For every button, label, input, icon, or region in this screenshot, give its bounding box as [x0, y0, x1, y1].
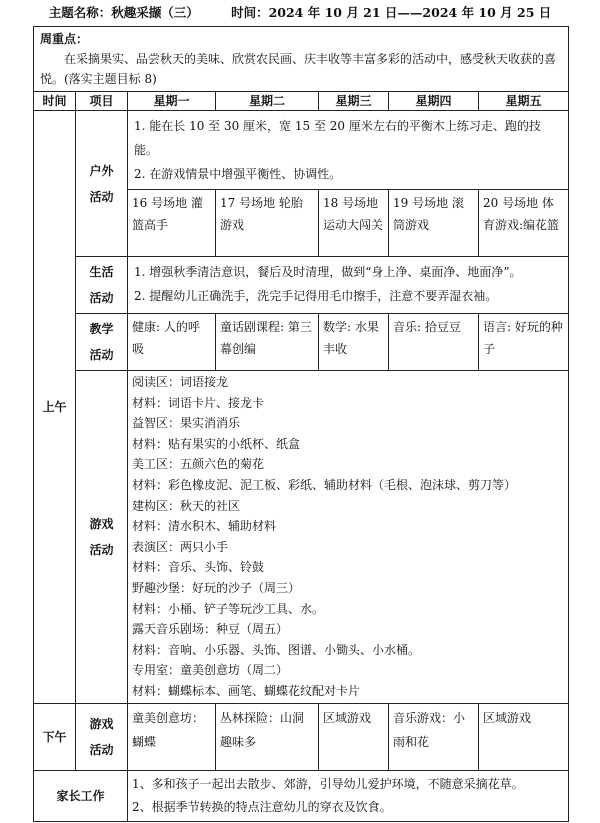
outdoor-wednesday: 18 号场地 运动大闯关	[319, 190, 389, 257]
parents-line-1: 1、多和孩子一起出去散步、郊游，引导幼儿爱护环境，不随意采摘花草。	[132, 776, 524, 791]
games-line-2: 材料：词语卡片、接龙卡	[132, 395, 265, 410]
column-header-row	[34, 92, 569, 111]
games-line-14: 材料：音响、小乐器、头饰、图谱、小锄头、小水桶。	[132, 642, 421, 657]
parents-label: 家长工作	[56, 788, 105, 803]
outdoor-label-cell	[76, 111, 128, 257]
games-label-1: 游戏	[89, 516, 114, 531]
life-row	[34, 257, 569, 314]
afternoon-tuesday: 丛林探险：山洞趣味多	[216, 703, 319, 770]
outdoor-label-2: 活动	[89, 189, 114, 204]
outdoor-friday: 20 号场地 体育游戏:编花篮	[479, 190, 569, 257]
focus-cell	[34, 27, 569, 92]
parents-cell	[128, 770, 569, 821]
focus-row	[34, 27, 569, 92]
life-line-1: 1. 增强秋季清洁意识，餐后及时清理，做到“身上净、桌面净、地面净”。	[134, 265, 522, 279]
games-line-8: 材料：清水积木、辅助材料	[132, 519, 277, 534]
col-header-item: 项目	[76, 92, 128, 111]
col-header-wednesday: 星期三	[319, 92, 389, 111]
col-header-friday: 星期五	[479, 92, 569, 111]
games-line-15: 专用室：童美创意坊（周二）	[132, 663, 289, 678]
life-line-2: 2. 提醒幼儿正确洗手，洗完手记得用毛巾擦手，注意不要弄湿衣袖。	[134, 289, 498, 303]
games-line-16: 材料：蝴蝶标本、画笔、蝴蝶花纹配对卡片	[132, 683, 361, 698]
games-line-1: 阅读区：词语接龙	[132, 375, 229, 389]
theme-title: 主题名称：秋趣采撷（三）	[48, 5, 199, 20]
life-label-2: 活动	[89, 291, 114, 305]
afternoon-wednesday: 区域游戏	[319, 703, 389, 770]
afternoon-games-label-2: 活动	[89, 742, 114, 757]
games-row	[34, 371, 569, 704]
teaching-row	[34, 314, 569, 371]
games-line-4: 材料：贴有果实的小纸杯、纸盒	[132, 436, 301, 451]
games-line-7: 建构区：秋天的社区	[132, 498, 241, 513]
outdoor-goals-cell	[128, 111, 569, 190]
col-header-thursday: 星期四	[389, 92, 479, 111]
games-line-11: 野趣沙堡：好玩的沙子（周三）	[132, 580, 301, 595]
outdoor-monday: 16 号场地 灌篮高手	[128, 190, 216, 257]
outdoor-goals-row	[34, 111, 569, 190]
life-label-1: 生活	[89, 265, 114, 279]
teaching-thursday: 音乐: 拾豆豆	[389, 314, 479, 371]
focus-text: 在采摘果实、品尝秋天的美味、欣赏农民画、庆丰收等丰富多彩的活动中，感受秋天收获的喜悦。(落实主题目标 8)	[40, 52, 557, 86]
col-header-monday: 星期一	[128, 92, 216, 111]
col-header-time: 时间	[34, 92, 76, 111]
life-label-cell	[76, 257, 128, 314]
teaching-monday: 健康: 人的呼吸	[128, 314, 216, 371]
outdoor-goal-2: 2. 在游戏情景中增强平衡性、协调性。	[134, 167, 342, 181]
teaching-tuesday: 童话剧课程: 第三幕创编	[216, 314, 319, 371]
parents-line-2: 2、根据季节转换的特点注意幼儿的穿衣及饮食。	[132, 799, 392, 814]
games-line-12: 材料：小桶、铲子等玩沙工具、水。	[132, 601, 325, 616]
games-line-5: 美工区：五颜六色的菊花	[132, 457, 265, 472]
outdoor-thursday: 19 号场地 滚筒游戏	[389, 190, 479, 257]
focus-title: 周重点：	[40, 32, 89, 46]
afternoon-label-cell	[34, 703, 76, 770]
afternoon-thursday: 音乐游戏：小雨和花	[389, 703, 479, 770]
teaching-friday: 语言: 好玩的种子	[479, 314, 569, 371]
games-cell	[128, 371, 569, 704]
col-header-tuesday: 星期二	[216, 92, 319, 111]
teaching-wednesday: 数学: 水果丰收	[319, 314, 389, 371]
games-line-13: 露天音乐剧场：种豆（周五）	[132, 622, 289, 637]
afternoon-friday: 区域游戏	[479, 703, 569, 770]
outdoor-goal-1: 1. 能在长 10 至 30 厘米，宽 15 至 20 厘米左右的平衡木上练习走、跑的技能。	[134, 119, 541, 157]
document-header	[0, 0, 600, 26]
afternoon-monday: 童美创意坊：蝴蝶	[128, 703, 216, 770]
games-label-2: 活动	[89, 542, 114, 557]
afternoon-games-label-1: 游戏	[89, 716, 114, 731]
date-range: 时间：2024 年 10 月 21 日——2024 年 10 月 25 日	[231, 5, 552, 20]
teaching-label-2: 活动	[89, 348, 114, 362]
life-cell	[128, 257, 569, 314]
games-line-3: 益智区：果实消消乐	[132, 416, 241, 431]
games-line-10: 材料：音乐、头饰、铃鼓	[132, 560, 265, 575]
games-line-6: 材料：彩色橡皮泥、泥工板、彩纸、辅助材料（毛根、泡沫球、剪刀等）	[132, 477, 517, 492]
teaching-label-1: 教学	[89, 322, 114, 336]
outdoor-label-1: 户外	[89, 163, 114, 178]
games-label-cell	[76, 371, 128, 704]
afternoon-label: 下午	[42, 729, 67, 744]
afternoon-row	[34, 703, 569, 770]
afternoon-games-label-cell	[76, 703, 128, 770]
morning-label-cell	[34, 111, 76, 704]
parents-row	[34, 770, 569, 821]
teaching-label-cell	[76, 314, 128, 371]
games-line-9: 表演区：两只小手	[132, 539, 229, 554]
outdoor-tuesday: 17 号场地 轮胎游戏	[216, 190, 319, 257]
morning-label: 上午	[42, 399, 67, 414]
weekly-plan-table	[33, 26, 569, 822]
parents-label-cell	[34, 770, 128, 821]
